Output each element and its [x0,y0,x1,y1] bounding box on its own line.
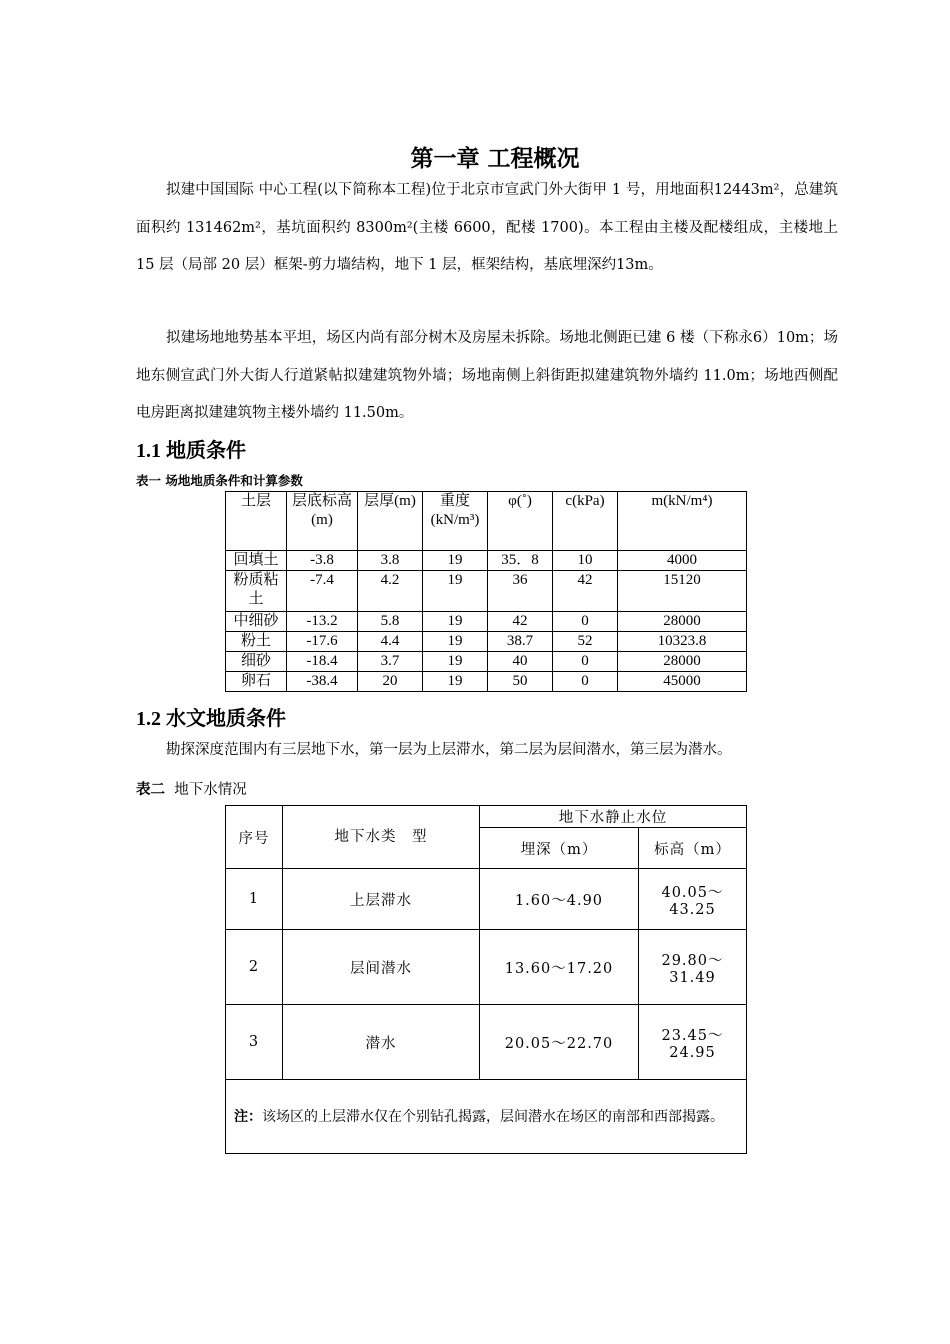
header-no: 序号 [226,806,283,869]
header-type: 地下水类 型 [283,806,480,869]
table-cell: 45000 [618,672,747,692]
table-cell: 回填土 [226,551,287,571]
section-heading-1-1: 1.1 地质条件 [136,440,246,462]
table-cell: 19 [423,672,488,692]
table-cell: 4.4 [358,632,423,652]
table-cell: 19 [423,571,488,612]
table-cell: 42 [553,571,618,612]
table-row [226,1005,747,1080]
table-cell: -38.4 [287,672,358,692]
table-cell: 上层滞水 [283,869,480,930]
table-cell: 42 [488,612,553,632]
table-cell: 28000 [618,652,747,672]
table-cell: 20 [358,672,423,692]
table-cell: 中细砂 [226,612,287,632]
table-row [226,672,747,692]
table-row [226,571,747,612]
table-cell: 10323.8 [618,632,747,652]
table-cell: 29.80～31.49 [639,930,747,1005]
table-cell: 40 [488,652,553,672]
header-cell: 层厚(m) [358,492,423,551]
table-2-title: 地下水情况 [174,782,247,798]
table-cell: 细砂 [226,652,287,672]
table-cell: 10 [553,551,618,571]
note-text: 该场区的上层滞水仅在个别钻孔揭露，层间潜水在场区的南部和西部揭露。 [262,1108,724,1125]
header-depth: 埋深（m） [480,828,639,869]
table-note [226,1080,747,1154]
table-cell: 粉质粘土 [226,571,287,612]
table-cell: 19 [423,612,488,632]
table-cell: 19 [423,551,488,571]
table-cell: 粉土 [226,632,287,652]
table-cell: 潜水 [283,1005,480,1080]
table-cell: 35．8 [488,551,553,571]
table-row [226,612,747,632]
table-cell: 19 [423,652,488,672]
table-cell: 0 [553,612,618,632]
section-heading-1-2: 1.2 水文地质条件 [136,708,286,730]
table-cell: -7.4 [287,571,358,612]
chapter-title: 第一章 工程概况 [410,145,580,172]
table-cell: 层间潜水 [283,930,480,1005]
table-cell: -17.6 [287,632,358,652]
paragraph-3: 勘探深度范围内有三层地下水，第一层为上层滞水，第二层为层间潜水，第三层为潜水。 [166,742,732,758]
table-cell: -18.4 [287,652,358,672]
table-cell: 15120 [618,571,747,612]
paragraph-2: 拟建场地地势基本平坦，场区内尚有部分树木及房屋未拆除。场地北侧距已建 6 楼（下称永6）10m；场地东侧宣武门外大街人行道紧帖拟建建筑物外墙；场地南侧上斜街距拟建建筑物外墙约 11.0m；场地西侧配电房距离拟建建筑物主楼外墙约 11.50m。 [136,330,838,421]
table-row [226,930,747,1005]
table-cell: 1 [226,869,283,930]
note-label: 注： [234,1108,262,1125]
table-cell: 0 [553,652,618,672]
table-row [226,551,747,571]
table-cell: 3.7 [358,652,423,672]
table-cell: 52 [553,632,618,652]
groundwater-table [225,805,747,1154]
table-row [226,652,747,672]
table-cell: 3 [226,1005,283,1080]
table-cell: 5.8 [358,612,423,632]
table-cell: 50 [488,672,553,692]
header-static-level: 地下水静止水位 [480,806,747,828]
table-cell: 40.05～43.25 [639,869,747,930]
table-cell: 3.8 [358,551,423,571]
table-cell: 2 [226,930,283,1005]
table-cell: -13.2 [287,612,358,632]
table-cell: 19 [423,632,488,652]
header-cell: 重度(kN/m³) [423,492,488,551]
header-elevation: 标高（m） [639,828,747,869]
table-1-caption: 表一 场地地质条件和计算参数 [136,473,303,488]
table-row [226,632,747,652]
table-cell: 4.2 [358,571,423,612]
table-cell: 23.45～24.95 [639,1005,747,1080]
table-cell: 1.60～4.90 [480,869,639,930]
geology-table [225,491,747,692]
table-cell: 13.60～17.20 [480,930,639,1005]
header-cell: φ(˚) [488,492,553,551]
table-cell: 4000 [618,551,747,571]
table-cell: 20.05～22.70 [480,1005,639,1080]
table-cell: 0 [553,672,618,692]
table-row [226,869,747,930]
header-cell: 土层 [226,492,287,551]
table-cell: -3.8 [287,551,358,571]
header-cell: m(kN/m⁴) [618,492,747,551]
header-cell: 层底标高(m) [287,492,358,551]
table-cell: 28000 [618,612,747,632]
table-cell: 36 [488,571,553,612]
header-cell: c(kPa) [553,492,618,551]
paragraph-1: 拟建中国国际 中心工程(以下简称本工程)位于北京市宣武门外大街甲 1 号，用地面积12443m²，总建筑面积约 131462m²，基坑面积约 8300m²(主楼 6600，配楼 1700)。本工程由主楼及配楼组成，主楼地上 15 层（局部 20 层）框架-剪力墙结构，地下 1 层，框架结构，基底埋深约13m。 [136,182,838,273]
table-2-label: 表二 [136,781,165,798]
table-cell: 卵石 [226,672,287,692]
table-cell: 38.7 [488,632,553,652]
table-2-caption [136,778,247,799]
